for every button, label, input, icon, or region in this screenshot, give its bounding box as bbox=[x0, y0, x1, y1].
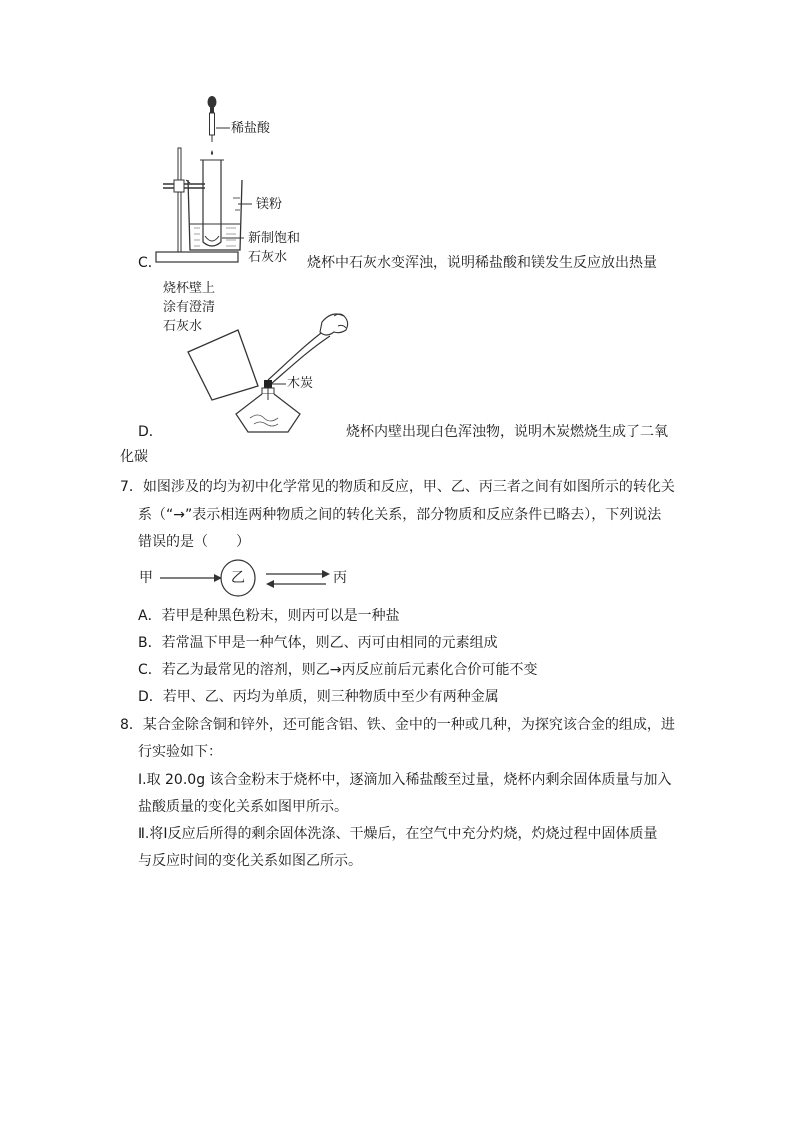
label-beaker-wall-3: 石灰水 bbox=[163, 319, 203, 334]
option-c-text: 烧杯中石灰水变浑浊，说明稀盐酸和镁发生反应放出热量 bbox=[307, 255, 657, 271]
q8-stem-line-1: 8．某合金除含铜和锌外，还可能含铝、铁、金中的一种或几种，为探究该合金的组成，进 bbox=[120, 717, 675, 733]
conversion-diagram bbox=[0, 550, 794, 610]
label-magnesium-powder: 镁粉 bbox=[256, 197, 283, 212]
diagram-node-yi: 乙 bbox=[231, 570, 245, 586]
label-dilute-hcl: 稀盐酸 bbox=[231, 121, 271, 136]
q7-stem-line-3: 错误的是（ ） bbox=[138, 534, 250, 550]
option-c-letter: C． bbox=[138, 255, 162, 271]
option-d-text-2: 化碳 bbox=[120, 449, 148, 465]
q7-option-d[interactable]: D．若甲、乙、丙均为单质，则三种物质中至少有两种金属 bbox=[138, 689, 499, 705]
q7-option-b[interactable]: B．若常温下甲是一种气体，则乙、丙可由相同的元素组成 bbox=[138, 635, 498, 651]
q8-step1-line-1: Ⅰ.取 20.0g 该合金粉末于烧杯中，逐滴加入稀盐酸至过量，烧杯内剩余固体质量与加入 bbox=[138, 772, 672, 788]
q7-option-c[interactable]: C．若乙为最常见的溶剂，则乙→丙反应前后元素化合价可能不变 bbox=[138, 662, 538, 678]
q8-step2-line-2: 与反应时间的变化关系如图乙所示。 bbox=[138, 853, 362, 869]
label-beaker-wall-2: 涂有澄清 bbox=[163, 300, 216, 315]
q8-step1-line-2: 盐酸质量的变化关系如图甲所示。 bbox=[138, 799, 348, 815]
option-d-text-1: 烧杯内壁出现白色浑浊物，说明木炭燃烧生成了二氧 bbox=[346, 424, 668, 440]
q7-stem-line-1: 7．如图涉及的均为初中化学常见的物质和反应，甲、乙、丙三者之间有如图所示的转化关 bbox=[120, 479, 675, 495]
q7-stem-line-2: 系（“→”表示相连两种物质之间的转化关系，部分物质和反应条件已略去），下列说法 bbox=[138, 507, 662, 523]
label-beaker-wall-1: 烧杯壁上 bbox=[163, 281, 216, 296]
q8-step2-line-1: Ⅱ.将Ⅰ反应后所得的剩余固体洗涤、干燥后，在空气中充分灼烧，灼烧过程中固体质量 bbox=[138, 826, 658, 842]
q8-stem-line-2: 行实验如下： bbox=[138, 744, 222, 760]
option-d-letter: D． bbox=[138, 424, 163, 440]
q7-option-a[interactable]: A．若甲是种黑色粉末，则丙可以是一种盐 bbox=[138, 608, 400, 624]
diagram-node-bing: 丙 bbox=[333, 570, 347, 586]
diagram-node-jia: 甲 bbox=[139, 570, 153, 586]
label-limewater-2: 石灰水 bbox=[248, 250, 288, 265]
label-charcoal: 木炭 bbox=[287, 376, 314, 391]
apparatus-c-illustration bbox=[0, 0, 794, 280]
label-limewater-1: 新制饱和 bbox=[248, 231, 301, 246]
